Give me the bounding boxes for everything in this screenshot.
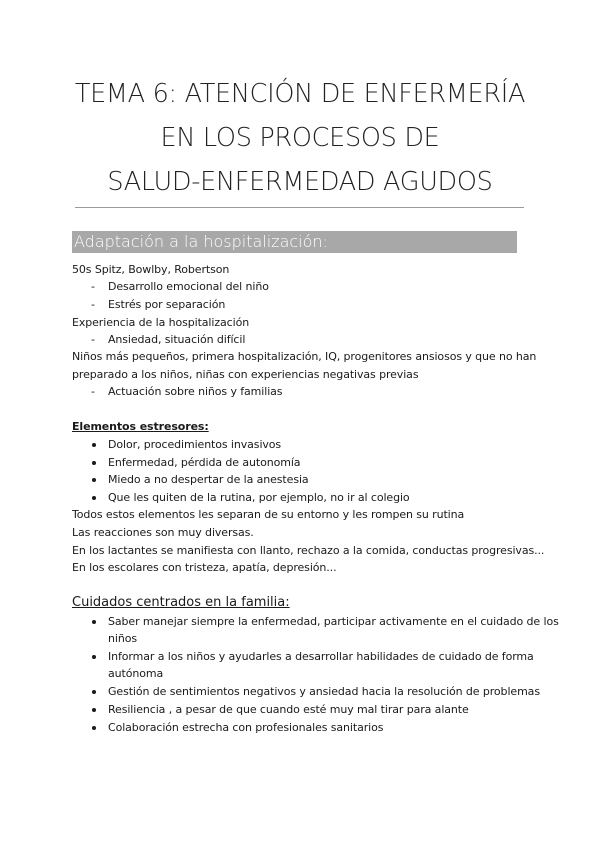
dash-bullet: - <box>91 280 95 293</box>
list-item: Informar a los niños y ayudarles a desarrollar habilidades de cuidado de forma <box>108 650 534 663</box>
list-item: Enfermedad, pérdida de autonomía <box>108 456 301 469</box>
bullet-dot <box>92 496 96 500</box>
list-item: Saber manejar siempre la enfermedad, participar activamente en el cuidado de los <box>108 615 559 628</box>
bullet-dot <box>92 620 96 624</box>
bullet-dot <box>92 690 96 694</box>
list-item: Actuación sobre niños y familias <box>108 385 283 398</box>
experience-line: Experiencia de la hospitalización <box>72 316 250 329</box>
title-line: TEMA 6: ATENCIÓN DE ENFERMERÍA <box>74 79 526 109</box>
section-heading: Adaptación a la hospitalización: <box>74 232 328 251</box>
list-item: Colaboración estrecha con profesionales sanitarios <box>108 721 384 734</box>
dash-bullet: - <box>91 385 95 398</box>
paragraph-line: Niños más pequeños, primera hospitalización, IQ, progenitores ansiosos y que no han <box>72 350 537 363</box>
bullet-dot <box>92 655 96 659</box>
page-title <box>60 72 540 204</box>
dash-bullet: - <box>91 333 95 346</box>
bullet-dot <box>92 726 96 730</box>
bullet-dot <box>92 708 96 712</box>
paragraph-line: Todos estos elementos les separan de su entorno y les rompen su rutina <box>72 508 465 521</box>
paragraph-line: En los lactantes se manifiesta con llanto, rechazo a la comida, conductas progresivas... <box>72 544 545 557</box>
title-line: SALUD-ENFERMEDAD AGUDOS <box>107 167 493 197</box>
list-item-continuation: autónoma <box>108 667 164 680</box>
title-line: EN LOS PROCESOS DE <box>160 123 440 153</box>
authors-line: 50s Spitz, Bowlby, Robertson <box>72 263 230 276</box>
list-item: Desarrollo emocional del niño <box>108 280 269 293</box>
list-item: Miedo a no despertar de la anestesia <box>108 473 309 486</box>
family-care-heading: Cuidados centrados en la familia: <box>72 595 290 610</box>
stressors-heading: Elementos estresores: <box>72 420 209 433</box>
list-item: Resiliencia , a pesar de que cuando esté muy mal tirar para alante <box>108 703 469 716</box>
bullet-dot <box>92 443 96 447</box>
list-item: Ansiedad, situación difícil <box>108 333 246 346</box>
paragraph-line: En los escolares con tristeza, apatía, depresión... <box>72 561 337 574</box>
list-item: Que les quiten de la rutina, por ejemplo, no ir al colegio <box>108 491 410 504</box>
dash-bullet: - <box>91 298 95 311</box>
paragraph-line: preparado a los niños, niñas con experiencias negativas previas <box>72 368 419 381</box>
title-divider <box>75 207 524 208</box>
bullet-dot <box>92 478 96 482</box>
list-item: Dolor, procedimientos invasivos <box>108 438 282 451</box>
list-item: Gestión de sentimientos negativos y ansiedad hacia la resolución de problemas <box>108 685 540 698</box>
bullet-dot <box>92 461 96 465</box>
paragraph-line: Las reacciones son muy diversas. <box>72 526 254 539</box>
section-heading-band <box>72 231 517 253</box>
list-item-continuation: niños <box>108 632 137 645</box>
list-item: Estrés por separación <box>108 298 226 311</box>
